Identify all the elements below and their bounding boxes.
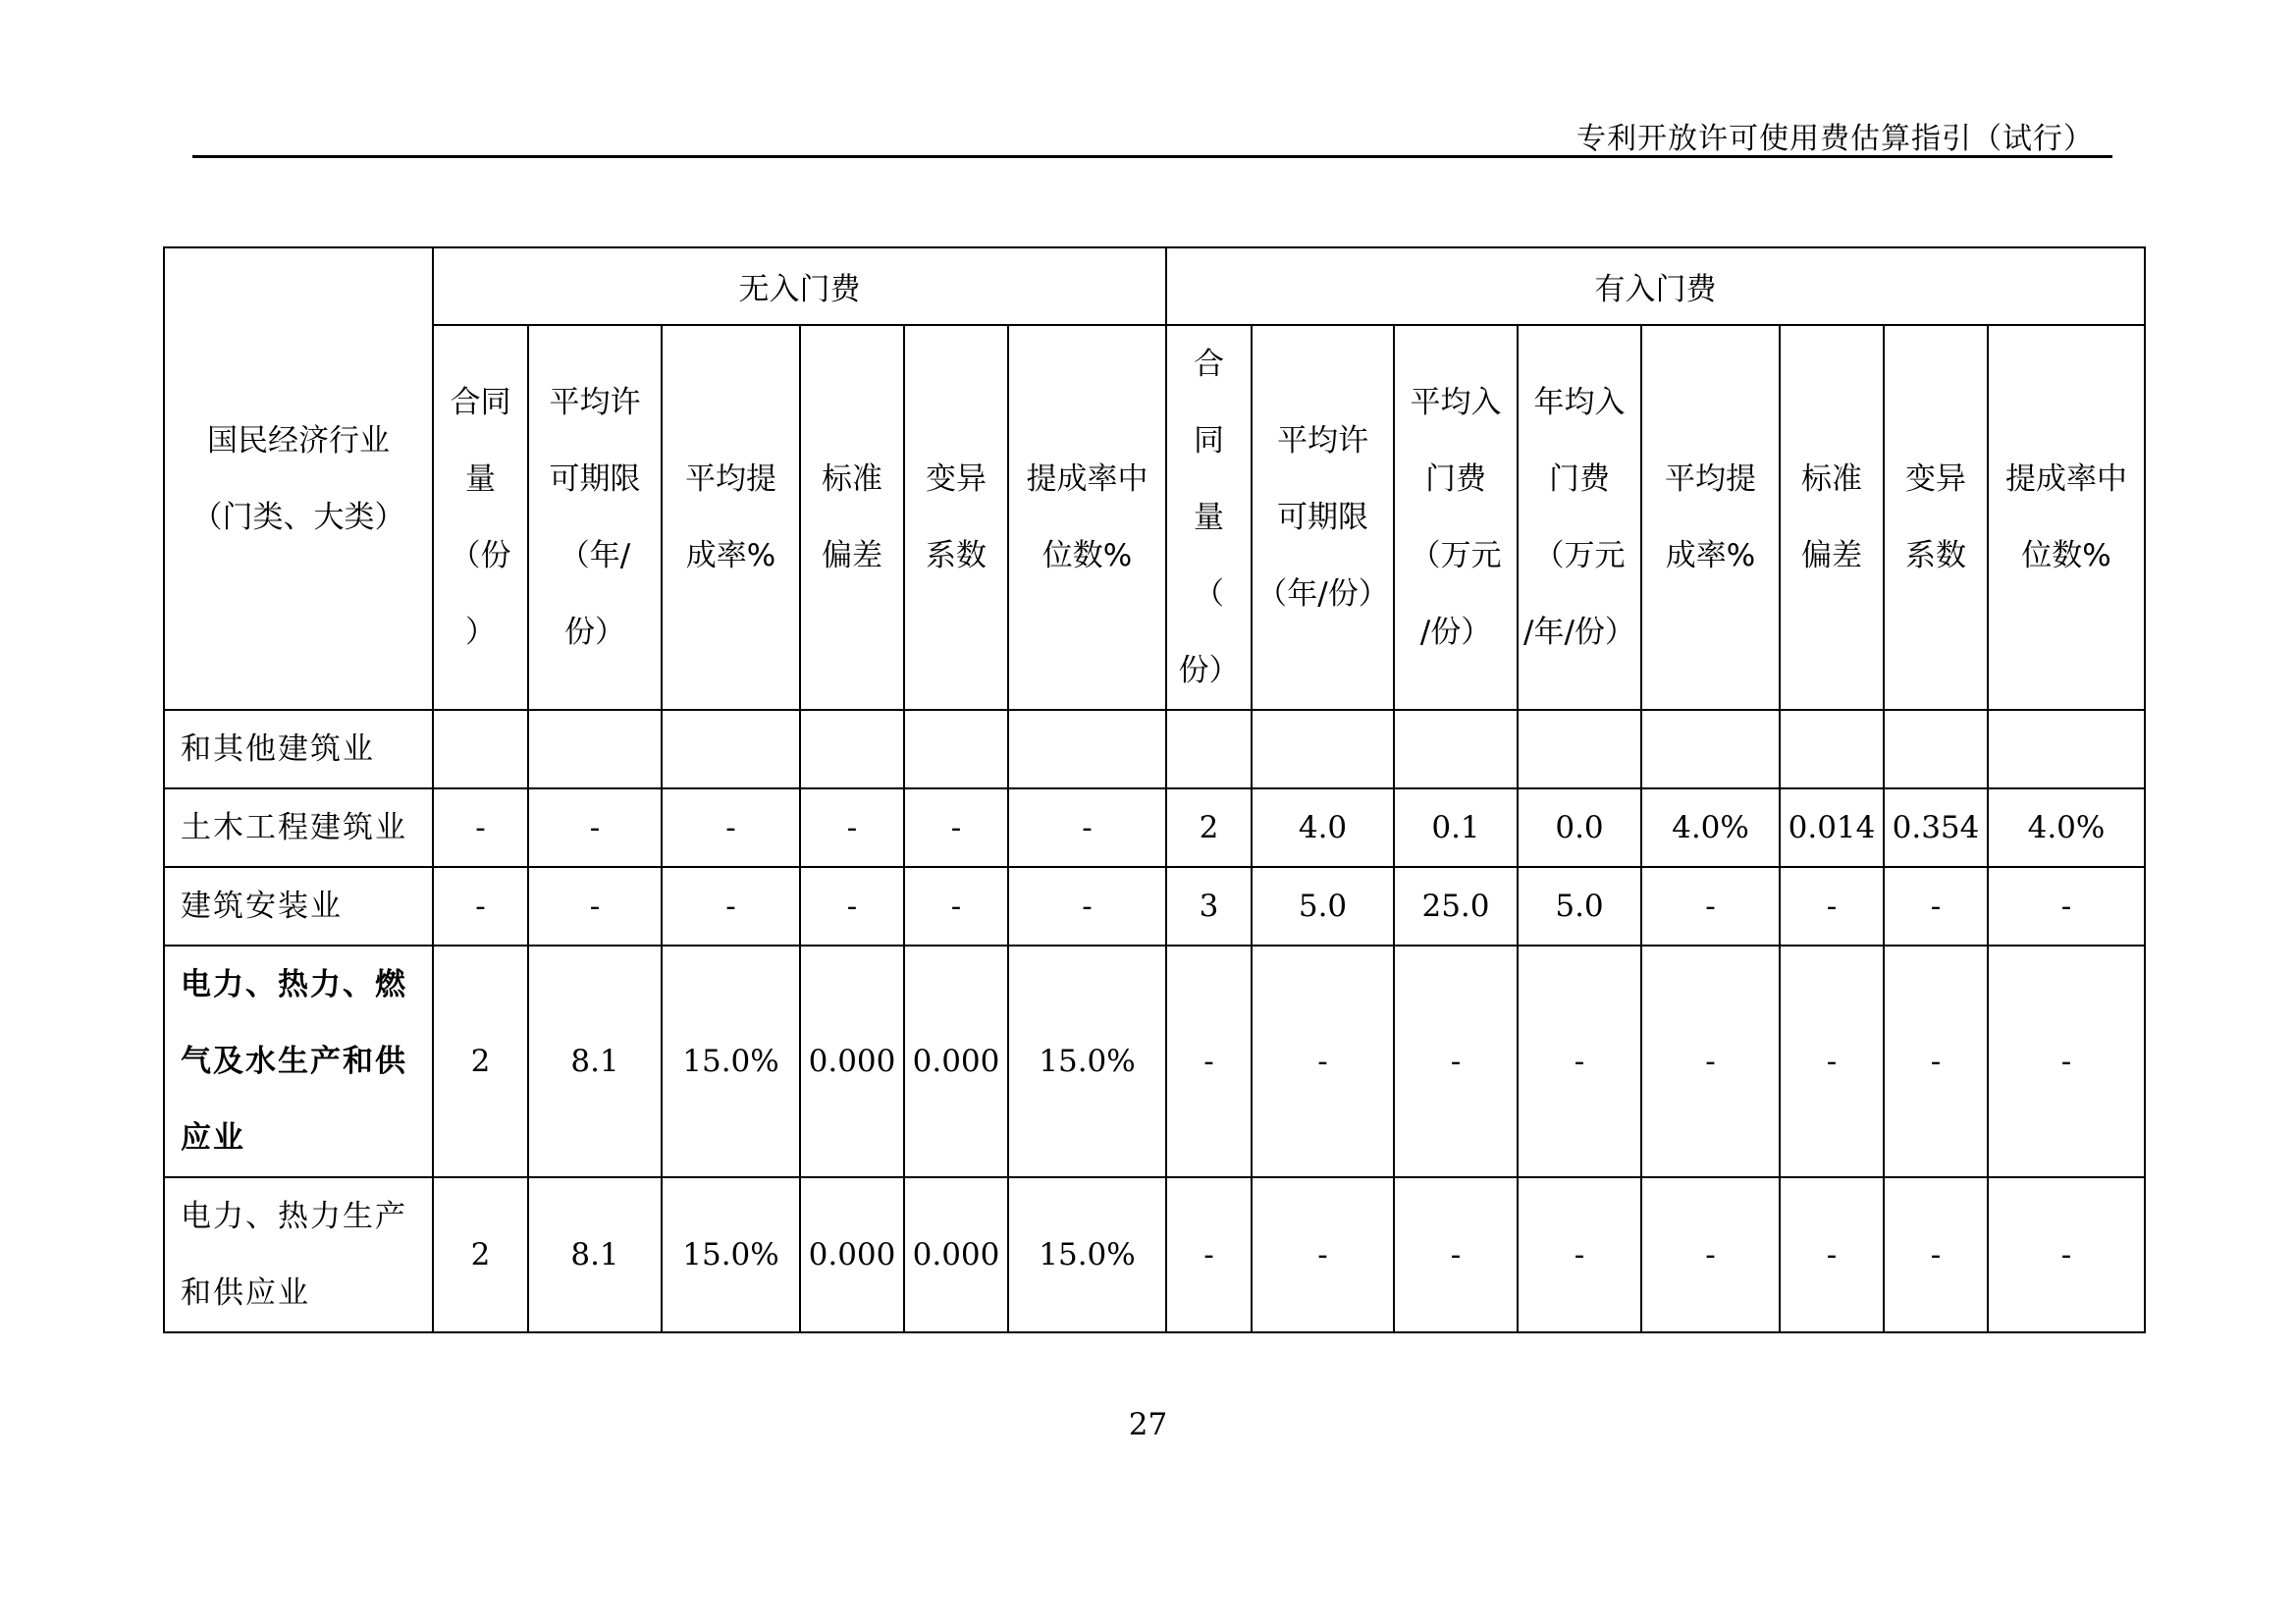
- header-line: （份: [450, 538, 511, 573]
- value-cell: -: [1166, 946, 1252, 1177]
- value-cell: [1988, 710, 2145, 788]
- value-cell: 15.0%: [662, 1177, 800, 1332]
- value-cell: 0.000: [904, 946, 1008, 1177]
- value-cell: -: [433, 788, 528, 867]
- table-row: [164, 946, 2145, 1177]
- col-header-coef-variation: [1884, 325, 1988, 710]
- industry-name-cell: [164, 946, 433, 1177]
- header-line: 变异: [926, 461, 987, 497]
- value-cell: -: [1780, 946, 1884, 1177]
- table-row: [164, 867, 2145, 946]
- value-cell: 15.0%: [1008, 946, 1166, 1177]
- value-cell: 15.0%: [662, 946, 800, 1177]
- col-header-std-dev: [800, 325, 904, 710]
- industry-name-cell: [164, 710, 433, 788]
- col-header-avg-license-term: [1252, 325, 1394, 710]
- header-line: 合同: [450, 385, 511, 420]
- value-cell: -: [1394, 1177, 1518, 1332]
- value-cell: 8.1: [528, 1177, 662, 1332]
- industry-name-cell: [164, 1177, 433, 1332]
- value-cell: 3: [1166, 867, 1252, 946]
- header-line: 年均入: [1533, 385, 1626, 420]
- value-cell: [800, 710, 904, 788]
- value-cell: -: [1394, 946, 1518, 1177]
- value-cell: -: [904, 867, 1008, 946]
- industry-name-line: 和其他建筑业: [181, 731, 375, 767]
- page-number: 27: [1128, 1407, 1168, 1442]
- value-cell: -: [1518, 946, 1641, 1177]
- value-cell: -: [662, 788, 800, 867]
- value-cell: -: [1884, 867, 1988, 946]
- value-cell: 0.000: [800, 1177, 904, 1332]
- header-line: 提成率中: [2005, 461, 2127, 497]
- header-divider: [192, 155, 2112, 158]
- value-cell: -: [1884, 1177, 1988, 1332]
- value-cell: [1008, 710, 1166, 788]
- value-cell: -: [1008, 867, 1166, 946]
- value-cell: -: [433, 867, 528, 946]
- header-line: 偏差: [1801, 538, 1862, 573]
- header-line: 门费: [1549, 461, 1610, 497]
- header-line: 系数: [1905, 538, 1966, 573]
- value-cell: [528, 710, 662, 788]
- header-line: 变异: [1905, 461, 1966, 497]
- value-cell: 2: [1166, 788, 1252, 867]
- value-cell: -: [1988, 946, 2145, 1177]
- header-line: 偏差: [822, 538, 882, 573]
- value-cell: -: [1780, 867, 1884, 946]
- value-cell: -: [1008, 788, 1166, 867]
- table-row: [164, 710, 2145, 788]
- value-cell: 5.0: [1252, 867, 1394, 946]
- header-line: 标准: [1801, 461, 1862, 497]
- value-cell: -: [1518, 1177, 1641, 1332]
- industry-header-cell: [164, 247, 433, 710]
- column-header-row: [164, 325, 2145, 710]
- group-header-no-entry-fee: 无入门费: [433, 247, 1166, 325]
- header-line: 标准: [822, 461, 882, 497]
- value-cell: 25.0: [1394, 867, 1518, 946]
- value-cell: 2: [433, 1177, 528, 1332]
- header-line: 成率%: [685, 538, 776, 573]
- value-cell: 0.1: [1394, 788, 1518, 867]
- value-cell: [1641, 710, 1780, 788]
- header-line: 提成率中: [1026, 461, 1148, 497]
- header-line: 可期限: [549, 461, 641, 497]
- header-line: （年/: [559, 538, 631, 573]
- table-body: [164, 710, 2145, 1332]
- header-line: 系数: [926, 538, 987, 573]
- value-cell: 0.000: [904, 1177, 1008, 1332]
- value-cell: -: [662, 867, 800, 946]
- header-line: 合: [1194, 347, 1224, 382]
- value-cell: 4.0: [1252, 788, 1394, 867]
- header-line: （万元: [1533, 538, 1626, 573]
- value-cell: -: [1988, 867, 2145, 946]
- col-header-coef-variation: [904, 325, 1008, 710]
- col-header-avg-royalty-rate: [662, 325, 800, 710]
- value-cell: 4.0%: [1988, 788, 2145, 867]
- value-cell: 4.0%: [1641, 788, 1780, 867]
- value-cell: 0.000: [800, 946, 904, 1177]
- header-line: 平均提: [685, 461, 776, 497]
- value-cell: 8.1: [528, 946, 662, 1177]
- header-line: （年/份）: [1256, 576, 1389, 612]
- industry-name-line: 电力、热力、燃: [181, 967, 407, 1002]
- value-cell: [1166, 710, 1252, 788]
- value-cell: [1884, 710, 1988, 788]
- header-line: ）: [465, 615, 496, 650]
- value-cell: [1394, 710, 1518, 788]
- value-cell: -: [1641, 867, 1780, 946]
- header-line: 平均许: [1277, 423, 1368, 459]
- value-cell: 15.0%: [1008, 1177, 1166, 1332]
- industry-name-line: 建筑安装业: [181, 889, 343, 924]
- industry-name-line: 应业: [181, 1120, 245, 1156]
- header-line: 份）: [1178, 653, 1240, 688]
- header-line: 份）: [564, 615, 625, 650]
- industry-header-line: （门类、大类）: [191, 499, 405, 535]
- value-cell: 0.0: [1518, 788, 1641, 867]
- col-header-contract-count: [1166, 325, 1252, 710]
- header-line: （万元: [1410, 538, 1502, 573]
- col-header-avg-royalty-rate: [1641, 325, 1780, 710]
- value-cell: -: [904, 788, 1008, 867]
- industry-name-line: 和供应业: [181, 1275, 310, 1311]
- header-line: 量: [465, 461, 496, 497]
- header-line: 平均提: [1665, 461, 1756, 497]
- value-cell: -: [1641, 946, 1780, 1177]
- value-cell: -: [800, 788, 904, 867]
- value-cell: [662, 710, 800, 788]
- header-line: 成率%: [1665, 538, 1756, 573]
- header-line: 量: [1194, 500, 1224, 535]
- table-row: [164, 1177, 2145, 1332]
- col-header-median-royalty-rate: [1988, 325, 2145, 710]
- industry-name-line: 土木工程建筑业: [181, 810, 407, 845]
- header-line: 位数%: [2021, 538, 2111, 573]
- value-cell: -: [1988, 1177, 2145, 1332]
- value-cell: -: [1166, 1177, 1252, 1332]
- industry-name-line: 电力、热力生产: [181, 1199, 407, 1234]
- group-header-with-entry-fee: 有入门费: [1166, 247, 2145, 325]
- col-header-annual-entry-fee: [1518, 325, 1641, 710]
- value-cell: [1518, 710, 1641, 788]
- industry-name-cell: [164, 867, 433, 946]
- value-cell: [433, 710, 528, 788]
- value-cell: -: [1252, 1177, 1394, 1332]
- header-line: /年/份）: [1523, 615, 1635, 650]
- value-cell: [1252, 710, 1394, 788]
- value-cell: 0.014: [1780, 788, 1884, 867]
- industry-name-cell: [164, 788, 433, 867]
- value-cell: -: [1252, 946, 1394, 1177]
- col-header-std-dev: [1780, 325, 1884, 710]
- value-cell: -: [528, 788, 662, 867]
- col-header-avg-entry-fee: [1394, 325, 1518, 710]
- value-cell: -: [528, 867, 662, 946]
- header-line: （: [1194, 576, 1224, 612]
- col-header-contract-count: [433, 325, 528, 710]
- value-cell: [1780, 710, 1884, 788]
- col-header-avg-license-term: [528, 325, 662, 710]
- value-cell: -: [1780, 1177, 1884, 1332]
- value-cell: 2: [433, 946, 528, 1177]
- value-cell: -: [1884, 946, 1988, 1177]
- header-line: /份）: [1419, 615, 1492, 650]
- header-line: 可期限: [1277, 500, 1368, 535]
- value-cell: -: [800, 867, 904, 946]
- statistics-table: [163, 246, 2146, 1333]
- industry-header-line: 国民经济行业: [207, 422, 390, 459]
- header-line: 门费: [1425, 461, 1486, 497]
- value-cell: 0.354: [1884, 788, 1988, 867]
- value-cell: -: [1641, 1177, 1780, 1332]
- header-line: 位数%: [1041, 538, 1133, 573]
- col-header-median-royalty-rate: [1008, 325, 1166, 710]
- value-cell: 5.0: [1518, 867, 1641, 946]
- header-line: 平均许: [549, 385, 641, 420]
- header-line: 同: [1194, 423, 1224, 459]
- industry-name-line: 气及水生产和供: [181, 1044, 407, 1079]
- table-row: [164, 788, 2145, 867]
- value-cell: [904, 710, 1008, 788]
- page-header-title: 专利开放许可使用费估算指引（试行）: [1576, 122, 2094, 156]
- header-line: 平均入: [1410, 385, 1502, 420]
